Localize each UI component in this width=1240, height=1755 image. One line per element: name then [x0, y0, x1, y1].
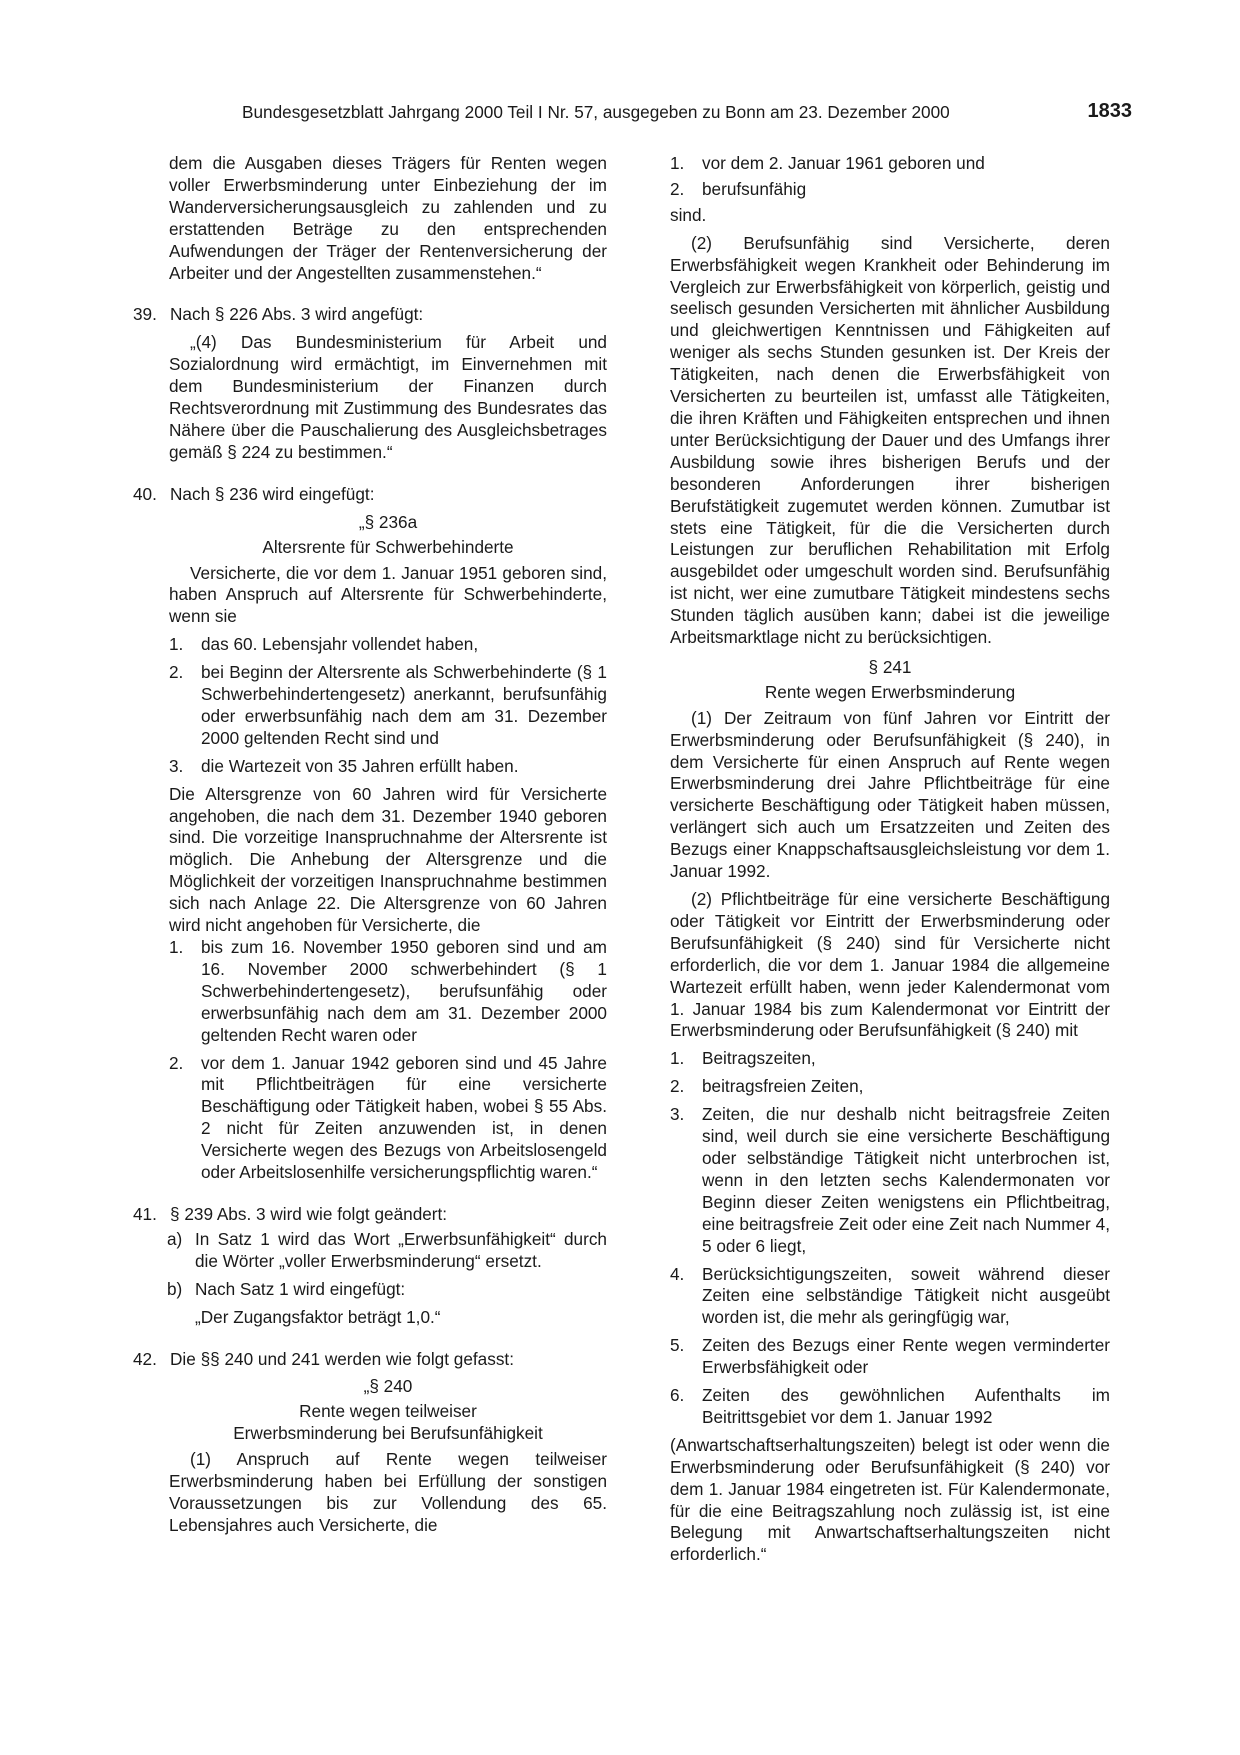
list-item: 2. vor dem 1. Januar 1942 geboren sind und 45 Jahre mit Pflichtbeiträgen für eine versicherte Beschäftigung oder Tätigkeit haben, wobei § 55 Abs. 2 nicht für Zeiten anzuwenden ist, in denen Versicherte wegen des Bezugs von Arbeitslosengeld oder Arbeitslosenhilfe versicherungspflichtig waren.“	[169, 1052, 607, 1183]
list-item: 1. Beitragszeiten,	[670, 1048, 816, 1069]
list-item: 2. bei Beginn der Altersrente als Schwerbehinderte (§ 1 Schwerbehindertengesetz) anerkannt, berufsunfähig oder erwerbsunfähig nach dem am 31. Dezember 2000 geltenden Recht sind und	[169, 662, 607, 748]
sind-text: sind.	[670, 204, 707, 225]
item-number: 39.	[133, 304, 157, 325]
item-41-intro: 41. § 239 Abs. 3 wird wie folgt geändert:	[133, 1203, 448, 1224]
section-241-label: § 241	[868, 656, 912, 677]
list-item: 5. Zeiten des Bezugs einer Rente wegen verminderter Erwerbsfähigkeit oder	[670, 1335, 1110, 1378]
list-item: 2. beitragsfreien Zeiten,	[670, 1076, 864, 1097]
section-240-heading-line-1: Rente wegen teilweiser	[299, 1401, 477, 1422]
section-240-paragraph-2: (2) Berufsunfähig sind Versicherte, deren Erwerbsfähigkeit wegen Krankheit oder Behinderung im Vergleich zur Erwerbsfähigkeit von körperlich, geistig und seelisch gesunden Versicherten mit ähnlicher Ausbildung und gleichwertigen Kenntnissen und Fähigkeiten auf weniger als sechs Stunden gesunken ist. Der Kreis der Tätigkeiten, nach denen die Erwerbsfähigkeit von Versicherten zu beurteilen ist, umfasst alle Tätigkeiten, die ihren Kräften und Fähigkeiten entsprechen und ihnen unter Berücksichtigung der Dauer und des Umfangs ihrer Ausbildung sowie ihres bisherigen Berufs und der besonderen Anforderungen ihrer bisherigen Berufstätigkeit zugemutet werden können. Zumutbar ist stets eine Tätigkeit, für die die Versicherten durch Leistungen zur beruflichen Rehabilitation mit Erfolg ausgebildet oder umgeschult worden sind. Berufsunfähig ist nicht, wer eine zumutbare Tätigkeit mindestens sechs Stunden täglich ausüben kann; dabei ist die jeweilige Arbeitsmarktlage nicht zu berücksichtigen.	[670, 232, 1110, 648]
item-number: 42.	[133, 1348, 157, 1369]
section-240-label: „§ 240	[363, 1376, 413, 1397]
item-41-b-quote: „Der Zugangsfaktor beträgt 1,0.“	[195, 1306, 441, 1327]
list-item: 1. bis zum 16. November 1950 geboren sind und am 16. November 2000 schwerbehindert (§ 1 Schwerbehindertengesetz), berufsunfähig oder erwerbsunfähig nach dem am 31. Dezember 2000 geltenden Recht waren oder	[169, 937, 607, 1045]
page-header	[242, 100, 1132, 124]
left-column	[133, 153, 607, 1537]
list-item: 3. Zeiten, die nur deshalb nicht beitragsfreie Zeiten sind, weil durch sie eine versicherte Beschäftigung oder selbständige Tätigkeit nicht unterbrochen ist, wenn in den letzten sechs Kalendermonaten vor Beginn dieser Zeiten wenigstens ein Pflichtbeitrag, eine beitragsfreie Zeit oder eine Zeit nach Nummer 4, 5 oder 6 liegt,	[670, 1104, 1110, 1256]
section-236a-list-1	[133, 634, 607, 777]
list-item: 2. berufsunfähig	[670, 178, 807, 199]
list-item: 6. Zeiten des gewöhnlichen Aufenthalts im Beitrittsgebiet vor dem 1. Januar 1992	[670, 1385, 1110, 1427]
item-41-b: b) Nach Satz 1 wird eingefügt:	[167, 1278, 406, 1299]
list-item: 4. Berücksichtigungszeiten, soweit während dieser Zeiten eine selbständige Tätigkeit nicht ausgeübt worden ist, die mehr als geringfügig war,	[670, 1263, 1110, 1328]
section-241-heading: Rente wegen Erwerbsminderung	[764, 681, 1016, 702]
item-number: 41.	[133, 1203, 157, 1224]
page-number: 1833	[1087, 100, 1132, 122]
list-item: 1. vor dem 2. Januar 1961 geboren und	[670, 153, 985, 173]
right-column	[670, 153, 1110, 1566]
item-39-intro: 39. Nach § 226 Abs. 3 wird angefügt:	[133, 304, 424, 325]
section-236a-label: „§ 236a	[358, 511, 418, 532]
section-236a-paragraph-1: Versicherte, die vor dem 1. Januar 1951 geboren sind, haben Anspruch auf Altersrente für Schwerbehinderte, wenn sie	[169, 562, 607, 627]
section-236a-paragraph-2: Die Altersgrenze von 60 Jahren wird für Versicherte angehoben, die nach dem 31. Dezember 1940 geboren sind. Die vorzeitige Inanspruchnahme der Altersrente ist möglich. Die Anhebung der Altersgrenze und die Möglichkeit der vorzeitigen Inanspruchnahme bestimmen sich nach Anlage 22. Die Altersgrenze von 60 Jahren wird nicht angehoben für Versicherte, die	[169, 783, 607, 936]
section-241-paragraph-1: (1) Der Zeitraum von fünf Jahren vor Eintritt der Erwerbsminderung oder Berufsunfähigkeit (§ 240), in dem Versicherte für einen Anspruch auf Rente wegen Erwerbsminderung drei Jahre Pflichtbeiträge für eine versicherte Beschäftigung oder Tätigkeit haben müssen, verlängert sich auch um Ersatzzeiten und Zeiten des Bezugs einer Knappschaftsausgleichsleistung vor dem 1. Januar 1992.	[670, 707, 1110, 882]
item-39-text: „(4) Das Bundesministerium für Arbeit und Sozialordnung wird ermächtigt, im Einvernehmen mit dem Bundesministerium der Finanzen durch Rechtsverordnung mit Zustimmung des Bundesrates das Nähere über die Pauschalierung des Ausgleichsbetrages gemäß § 224 zu bestimmen.“	[169, 332, 607, 462]
section-236a-heading: Altersrente für Schwerbehinderte	[262, 536, 514, 557]
section-241-closing: (Anwartschaftserhaltungszeiten) belegt ist oder wenn die Erwerbsminderung oder Berufsunfähigkeit (§ 240) vor dem 1. Januar 1984 eingetreten ist. Für Kalendermonate, für die eine Beitragszahlung noch zulässig ist, ist eine Belegung mit Anwartschaftserhaltungszeiten nicht erforderlich.“	[670, 1434, 1110, 1565]
section-240-paragraph-1: (1) Anspruch auf Rente wegen teilweiser Erwerbsminderung haben bei Erfüllung der sonstigen Voraussetzungen bis zur Vollendung des 65. Lebensjahres auch Versicherte, die	[169, 1449, 607, 1535]
item-40-intro: 40. Nach § 236 wird eingefügt:	[133, 483, 375, 504]
list-item: 1. das 60. Lebensjahr vollendet haben,	[169, 634, 479, 655]
running-title: Bundesgesetzblatt Jahrgang 2000 Teil I Nr. 57, ausgegeben zu Bonn am 23. Dezember 2000	[242, 102, 950, 122]
section-240-list	[670, 153, 1110, 201]
section-241-paragraph-2: (2) Pflichtbeiträge für eine versicherte Beschäftigung oder Tätigkeit vor Eintritt der Erwerbsminderung oder Berufsunfähigkeit (§ 240) sind für Versicherte nicht erforderlich, die vor dem 1. Januar 1984 die allgemeine Wartezeit erfüllt haben, wenn jeder Kalendermonat vom 1. Januar 1984 bis zum Kalendermonat vor Eintritt der Erwerbsminderung oder Berufsunfähigkeit (§ 240) mit	[670, 889, 1110, 1041]
section-240-heading-line-2: Erwerbsminderung bei Berufsunfähigkeit	[233, 1423, 543, 1444]
item-number: 40.	[133, 483, 157, 504]
list-item: 3. die Wartezeit von 35 Jahren erfüllt haben.	[169, 755, 519, 776]
section-241-list	[670, 1048, 1110, 1429]
section-236a-list-2	[133, 937, 607, 1184]
item-41-a: a) In Satz 1 wird das Wort „Erwerbsunfähigkeit“ durch die Wörter „voller Erwerbsminderung“ ersetzt.	[167, 1228, 607, 1271]
item-42-intro: 42. Die §§ 240 und 241 werden wie folgt gefasst:	[133, 1348, 514, 1369]
carry-over-paragraph: dem die Ausgaben dieses Trägers für Renten wegen voller Erwerbsminderung unter Einbeziehung der im Wanderversicherungsausgleich zu zahlenden und zu erstattenden Beträge zu den entsprechenden Aufwendungen der Träger der Rentenversicherung der Arbeiter und der Angestellten zusammenstehen.“	[169, 153, 607, 283]
